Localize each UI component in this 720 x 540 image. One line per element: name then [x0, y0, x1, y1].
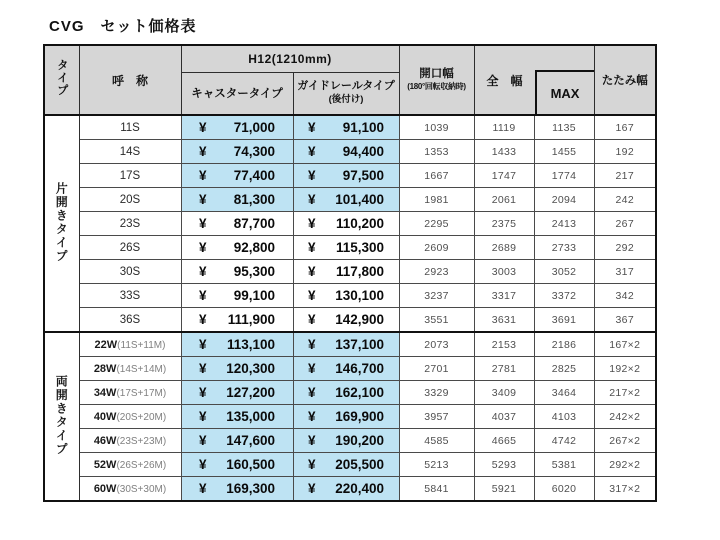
full-width-cell: 3317 — [474, 284, 534, 308]
full-width-cell: 2781 — [474, 357, 534, 381]
col-header-full-width — [474, 45, 594, 115]
guiderail-price-value: 117,800 — [335, 264, 384, 279]
col-header-folding-width: たたみ幅 — [594, 45, 656, 115]
full-width-cell: 3409 — [474, 381, 534, 405]
guiderail-price-value: 110,200 — [335, 216, 384, 231]
caster-price-cell — [181, 115, 293, 140]
section-type-label: 両開きタイプ — [54, 374, 69, 456]
price-table — [43, 44, 657, 502]
guiderail-price-cell — [293, 236, 399, 260]
full-width-label: 全 幅 — [486, 73, 523, 88]
full-width-cell: 4665 — [474, 429, 534, 453]
folding-width-cell: 242 — [594, 188, 656, 212]
yen-sign: ¥ — [199, 264, 207, 279]
guiderail-price-value: 130,100 — [335, 288, 384, 303]
table-header — [44, 45, 656, 115]
model-name: 30S — [119, 265, 141, 278]
full-width-cell: 1433 — [474, 140, 534, 164]
folding-width-cell: 192×2 — [594, 357, 656, 381]
guiderail-price-value: 220,400 — [335, 481, 384, 496]
caster-price-value: 95,300 — [233, 264, 275, 279]
yen-sign: ¥ — [308, 288, 316, 303]
caster-price-value: 111,900 — [227, 312, 275, 327]
model-name-sub: (26S+26M) — [116, 459, 167, 471]
guiderail-price-value: 205,500 — [335, 457, 384, 472]
guiderail-sublabel: (後付け) — [328, 94, 364, 106]
model-name: 26S — [119, 241, 141, 254]
model-name: 28W — [93, 362, 117, 375]
yen-sign: ¥ — [199, 120, 207, 135]
max-width-cell: 4742 — [534, 429, 594, 453]
yen-sign: ¥ — [308, 409, 316, 424]
opening-width-cell: 2701 — [399, 357, 474, 381]
guiderail-price-value: 137,100 — [335, 337, 384, 352]
caster-price-cell — [181, 405, 293, 429]
yen-sign: ¥ — [199, 433, 207, 448]
opening-width-cell: 3329 — [399, 381, 474, 405]
full-width-cell: 4037 — [474, 405, 534, 429]
max-width-cell: 3372 — [534, 284, 594, 308]
opening-width-cell: 2295 — [399, 212, 474, 236]
folding-width-cell: 267 — [594, 212, 656, 236]
opening-width-cell: 1039 — [399, 115, 474, 140]
folding-width-cell: 217×2 — [594, 381, 656, 405]
yen-sign: ¥ — [308, 264, 316, 279]
model-name: 60W — [93, 482, 117, 495]
folding-width-cell: 167×2 — [594, 332, 656, 357]
caster-price-cell — [181, 284, 293, 308]
guiderail-price-cell — [293, 357, 399, 381]
guiderail-price-cell — [293, 284, 399, 308]
folding-width-cell: 217 — [594, 164, 656, 188]
table-row — [44, 405, 656, 429]
opening-width-cell: 3551 — [399, 308, 474, 333]
page-title: CVG セット価格表 — [49, 18, 197, 35]
guiderail-price-value: 101,400 — [335, 192, 384, 207]
max-width-cell: 2413 — [534, 212, 594, 236]
folding-width-cell: 192 — [594, 140, 656, 164]
caster-price-cell — [181, 429, 293, 453]
guiderail-price-value: 97,500 — [342, 168, 384, 183]
model-name: 40W — [93, 410, 117, 423]
model-name-sub: (11S+11M) — [117, 339, 166, 351]
opening-width-sublabel: (180°回転収納時) — [407, 82, 466, 92]
guiderail-price-value: 146,700 — [335, 361, 384, 376]
max-width-cell: 3052 — [534, 260, 594, 284]
col-header-guiderail — [293, 72, 399, 115]
col-header-opening-width — [399, 45, 474, 115]
yen-sign: ¥ — [308, 433, 316, 448]
guiderail-price-cell — [293, 140, 399, 164]
guiderail-price-cell — [293, 453, 399, 477]
model-name-sub: (23S+23M) — [116, 435, 167, 447]
yen-sign: ¥ — [308, 312, 316, 327]
max-width-cell: 1135 — [534, 115, 594, 140]
section-type-cell — [44, 115, 79, 332]
caster-price-cell — [181, 164, 293, 188]
guiderail-price-cell — [293, 405, 399, 429]
max-width-cell: 1774 — [534, 164, 594, 188]
name-cell — [79, 188, 181, 212]
name-cell — [79, 453, 181, 477]
model-name-sub: (17S+17M) — [116, 387, 167, 399]
model-name: 11S — [120, 121, 140, 134]
model-name: 20S — [119, 193, 141, 206]
model-name: 52W — [93, 458, 117, 471]
caster-price-cell — [181, 381, 293, 405]
folding-width-cell: 317×2 — [594, 477, 656, 502]
full-width-cell: 3003 — [474, 260, 534, 284]
yen-sign: ¥ — [199, 192, 207, 207]
name-cell — [79, 115, 181, 140]
caster-price-value: 120,300 — [226, 361, 275, 376]
col-header-type — [44, 45, 79, 115]
caster-price-value: 160,500 — [226, 457, 275, 472]
max-width-cell: 4103 — [534, 405, 594, 429]
caster-price-cell — [181, 332, 293, 357]
model-name: 34W — [93, 386, 117, 399]
full-width-cell: 2689 — [474, 236, 534, 260]
name-cell — [79, 381, 181, 405]
guiderail-price-value: 162,100 — [335, 385, 384, 400]
max-width-cell: 2733 — [534, 236, 594, 260]
yen-sign: ¥ — [308, 481, 316, 496]
opening-width-cell: 5841 — [399, 477, 474, 502]
guiderail-price-cell — [293, 477, 399, 502]
yen-sign: ¥ — [199, 240, 207, 255]
full-width-cell: 2061 — [474, 188, 534, 212]
yen-sign: ¥ — [199, 385, 207, 400]
folding-width-cell: 292 — [594, 236, 656, 260]
guiderail-price-value: 94,400 — [342, 144, 384, 159]
table-row — [44, 284, 656, 308]
opening-width-cell: 5213 — [399, 453, 474, 477]
yen-sign: ¥ — [308, 361, 316, 376]
full-width-cell: 2153 — [474, 332, 534, 357]
guiderail-price-cell — [293, 332, 399, 357]
guiderail-price-cell — [293, 115, 399, 140]
table-body — [44, 115, 656, 501]
col-header-type-text: タイプ — [55, 58, 68, 97]
caster-price-value: 77,400 — [233, 168, 275, 183]
model-name: 46W — [93, 434, 117, 447]
opening-width-cell: 3237 — [399, 284, 474, 308]
col-header-h12: H12(1210mm) — [181, 45, 399, 72]
max-width-cell: 2186 — [534, 332, 594, 357]
opening-width-label: 開口幅 — [419, 68, 454, 81]
table-row — [44, 140, 656, 164]
yen-sign: ¥ — [308, 385, 316, 400]
max-width-cell: 2825 — [534, 357, 594, 381]
folding-width-cell: 367 — [594, 308, 656, 333]
yen-sign: ¥ — [199, 337, 207, 352]
folding-width-cell: 167 — [594, 115, 656, 140]
table-row — [44, 381, 656, 405]
yen-sign: ¥ — [308, 216, 316, 231]
max-width-cell: 2094 — [534, 188, 594, 212]
col-header-max: MAX — [535, 70, 594, 114]
yen-sign: ¥ — [199, 457, 207, 472]
full-width-cell: 1747 — [474, 164, 534, 188]
guiderail-price-value: 142,900 — [335, 312, 384, 327]
name-cell — [79, 284, 181, 308]
name-cell — [79, 405, 181, 429]
max-width-cell: 6020 — [534, 477, 594, 502]
yen-sign: ¥ — [199, 168, 207, 183]
table-row — [44, 188, 656, 212]
caster-price-value: 92,800 — [233, 240, 275, 255]
caster-price-value: 81,300 — [233, 192, 275, 207]
folding-width-cell: 342 — [594, 284, 656, 308]
caster-price-cell — [181, 140, 293, 164]
caster-price-value: 135,000 — [226, 409, 275, 424]
model-name: 23S — [119, 217, 141, 230]
full-width-cell: 5293 — [474, 453, 534, 477]
caster-price-value: 113,100 — [226, 337, 275, 352]
table-row — [44, 236, 656, 260]
max-width-cell: 5381 — [534, 453, 594, 477]
model-name: 33S — [119, 289, 141, 302]
guiderail-price-value: 115,300 — [335, 240, 384, 255]
table-row — [44, 212, 656, 236]
name-cell — [79, 212, 181, 236]
caster-price-value: 127,200 — [226, 385, 275, 400]
opening-width-cell: 2609 — [399, 236, 474, 260]
caster-price-value: 169,300 — [226, 481, 275, 496]
yen-sign: ¥ — [199, 216, 207, 231]
table-row — [44, 453, 656, 477]
guiderail-price-cell — [293, 308, 399, 333]
guiderail-price-cell — [293, 212, 399, 236]
table-row — [44, 332, 656, 357]
col-header-name: 呼 称 — [79, 45, 181, 115]
caster-price-value: 147,600 — [226, 433, 275, 448]
yen-sign: ¥ — [199, 361, 207, 376]
model-name: 36S — [119, 313, 141, 326]
name-cell — [79, 308, 181, 333]
guiderail-price-cell — [293, 188, 399, 212]
model-name-sub: (30S+30M) — [116, 483, 167, 495]
model-name-sub: (20S+20M) — [116, 411, 167, 423]
folding-width-cell: 267×2 — [594, 429, 656, 453]
max-width-cell: 3464 — [534, 381, 594, 405]
opening-width-cell: 1353 — [399, 140, 474, 164]
caster-price-value: 99,100 — [233, 288, 275, 303]
opening-width-cell: 1981 — [399, 188, 474, 212]
model-name: 22W — [94, 338, 118, 351]
caster-price-cell — [181, 236, 293, 260]
section-type-cell — [44, 332, 79, 501]
guiderail-price-cell — [293, 429, 399, 453]
name-cell — [79, 140, 181, 164]
full-width-cell: 1119 — [474, 115, 534, 140]
name-cell — [79, 477, 181, 502]
name-cell — [79, 164, 181, 188]
caster-price-cell — [181, 188, 293, 212]
full-width-cell: 2375 — [474, 212, 534, 236]
caster-price-value: 87,700 — [233, 216, 275, 231]
opening-width-cell: 1667 — [399, 164, 474, 188]
yen-sign: ¥ — [199, 144, 207, 159]
yen-sign: ¥ — [308, 120, 316, 135]
name-cell — [79, 357, 181, 381]
guiderail-label: ガイドレールタイプ — [297, 80, 395, 93]
section-type-label: 片開きタイプ — [54, 181, 69, 263]
guiderail-price-value: 91,100 — [342, 120, 384, 135]
folding-width-cell: 317 — [594, 260, 656, 284]
max-width-cell: 1455 — [534, 140, 594, 164]
caster-price-cell — [181, 357, 293, 381]
name-cell — [79, 236, 181, 260]
folding-width-cell: 292×2 — [594, 453, 656, 477]
guiderail-price-cell — [293, 381, 399, 405]
opening-width-cell: 4585 — [399, 429, 474, 453]
guiderail-price-value: 169,900 — [335, 409, 384, 424]
full-width-cell: 3631 — [474, 308, 534, 333]
table-row — [44, 357, 656, 381]
caster-price-cell — [181, 308, 293, 333]
model-name: 14S — [119, 145, 141, 158]
caster-price-cell — [181, 453, 293, 477]
guiderail-price-cell — [293, 164, 399, 188]
table-row — [44, 308, 656, 333]
full-width-cell: 5921 — [474, 477, 534, 502]
table-row — [44, 260, 656, 284]
guiderail-price-value: 190,200 — [335, 433, 384, 448]
caster-price-cell — [181, 212, 293, 236]
col-header-caster: キャスタータイプ — [181, 72, 293, 115]
opening-width-cell: 3957 — [399, 405, 474, 429]
folding-width-cell: 242×2 — [594, 405, 656, 429]
table-row — [44, 164, 656, 188]
table-row — [44, 429, 656, 453]
opening-width-cell: 2923 — [399, 260, 474, 284]
yen-sign: ¥ — [199, 312, 207, 327]
yen-sign: ¥ — [199, 409, 207, 424]
yen-sign: ¥ — [199, 288, 207, 303]
yen-sign: ¥ — [308, 240, 316, 255]
name-cell — [79, 429, 181, 453]
caster-price-cell — [181, 260, 293, 284]
yen-sign: ¥ — [308, 457, 316, 472]
yen-sign: ¥ — [199, 481, 207, 496]
model-name: 17S — [119, 169, 141, 182]
yen-sign: ¥ — [308, 144, 316, 159]
table-row — [44, 477, 656, 502]
caster-price-value: 71,000 — [233, 120, 275, 135]
opening-width-cell: 2073 — [399, 332, 474, 357]
caster-price-value: 74,300 — [233, 144, 275, 159]
yen-sign: ¥ — [308, 168, 316, 183]
table-row — [44, 115, 656, 140]
name-cell — [79, 332, 181, 357]
yen-sign: ¥ — [308, 337, 316, 352]
guiderail-price-cell — [293, 260, 399, 284]
yen-sign: ¥ — [308, 192, 316, 207]
name-cell — [79, 260, 181, 284]
max-width-cell: 3691 — [534, 308, 594, 333]
model-name-sub: (14S+14M) — [116, 363, 167, 375]
caster-price-cell — [181, 477, 293, 502]
